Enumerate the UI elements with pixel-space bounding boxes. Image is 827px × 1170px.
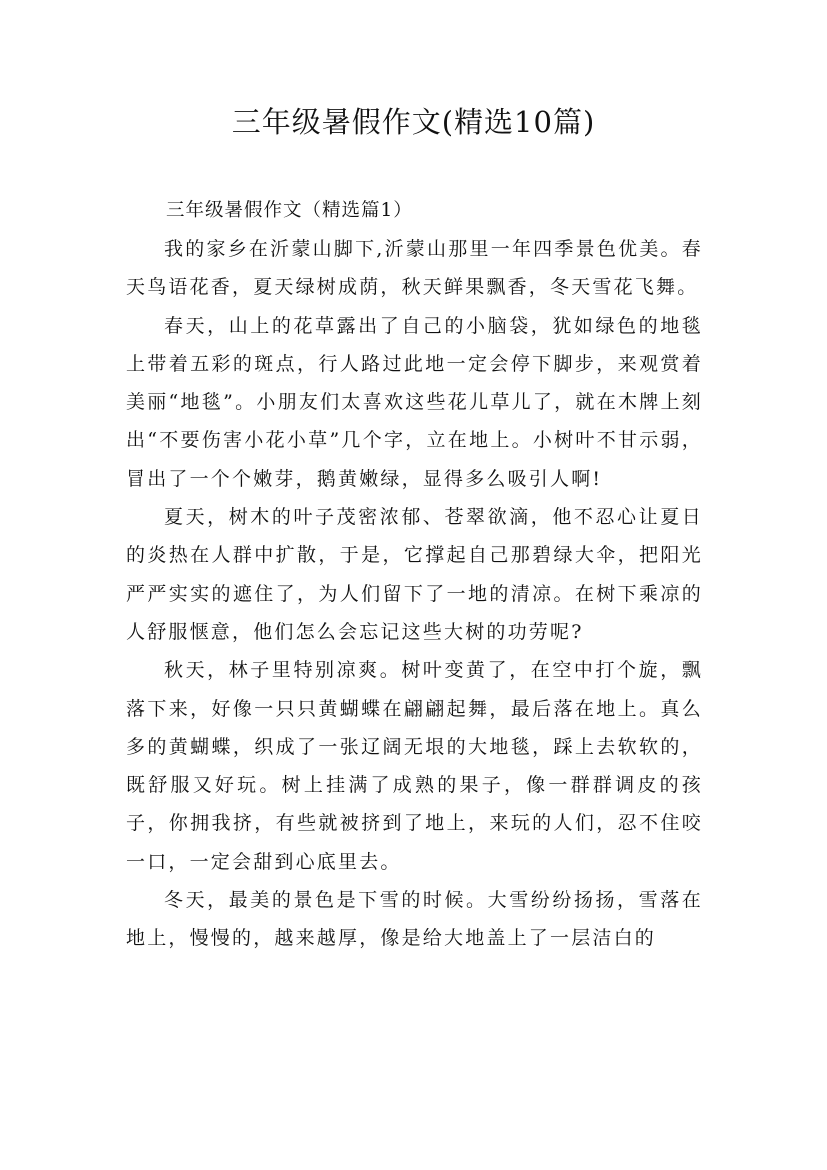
document-body [126,192,703,958]
document-title: 三年级暑假作文(精选10篇) [231,105,596,139]
paragraph-summer: 夏天，树木的叶子茂密浓郁、苍翠欲滴，他不忍心让夏日的炎热在人群中扩散，于是，它撑起自己那碧绿大伞，把阳光严严实实的遮住了，为人们留下了一地的清凉。在树下乘凉的人舒服惬意，他们怎么会忘记这些大树的功劳呢? [126,506,703,643]
paragraph-spring: 春天，山上的花草露出了自己的小脑袋，犹如绿色的地毯上带着五彩的斑点，行人路过此地一定会停下脚步，来观赏着美丽“地毯”。小朋友们太喜欢这些花儿草儿了，就在木牌上刻出“不要伤害小花小草”几个字，立在地上。小树叶不甘示弱，冒出了一个个嫩芽，鹅黄嫩绿，显得多么吸引人啊! [126,314,703,490]
paragraph-winter: 冬天，最美的景色是下雪的时候。大雪纷纷扬扬，雪落在地上，慢慢的，越来越厚，像是给大地盖上了一层洁白的 [126,889,703,950]
paragraph-intro: 我的家乡在沂蒙山脚下,沂蒙山那里一年四季景色优美。春天鸟语花香，夏天绿树成荫，秋天鲜果飘香，冬天雪花飞舞。 [126,238,703,299]
section-heading: 三年级暑假作文（精选篇1） [166,200,413,221]
paragraph-autumn: 秋天，林子里特别凉爽。树叶变黄了，在空中打个旋，飘落下来，好像一只只黄蝴蝶在翩翩起舞，最后落在地上。真么多的黄蝴蝶，织成了一张辽阔无垠的大地毯，踩上去软软的，既舒服又好玩。树上挂满了成熟的果子，像一群群调皮的孩子，你拥我挤，有些就被挤到了地上，来玩的人们，忍不住咬一口，一定会甜到心底里去。 [126,659,703,873]
